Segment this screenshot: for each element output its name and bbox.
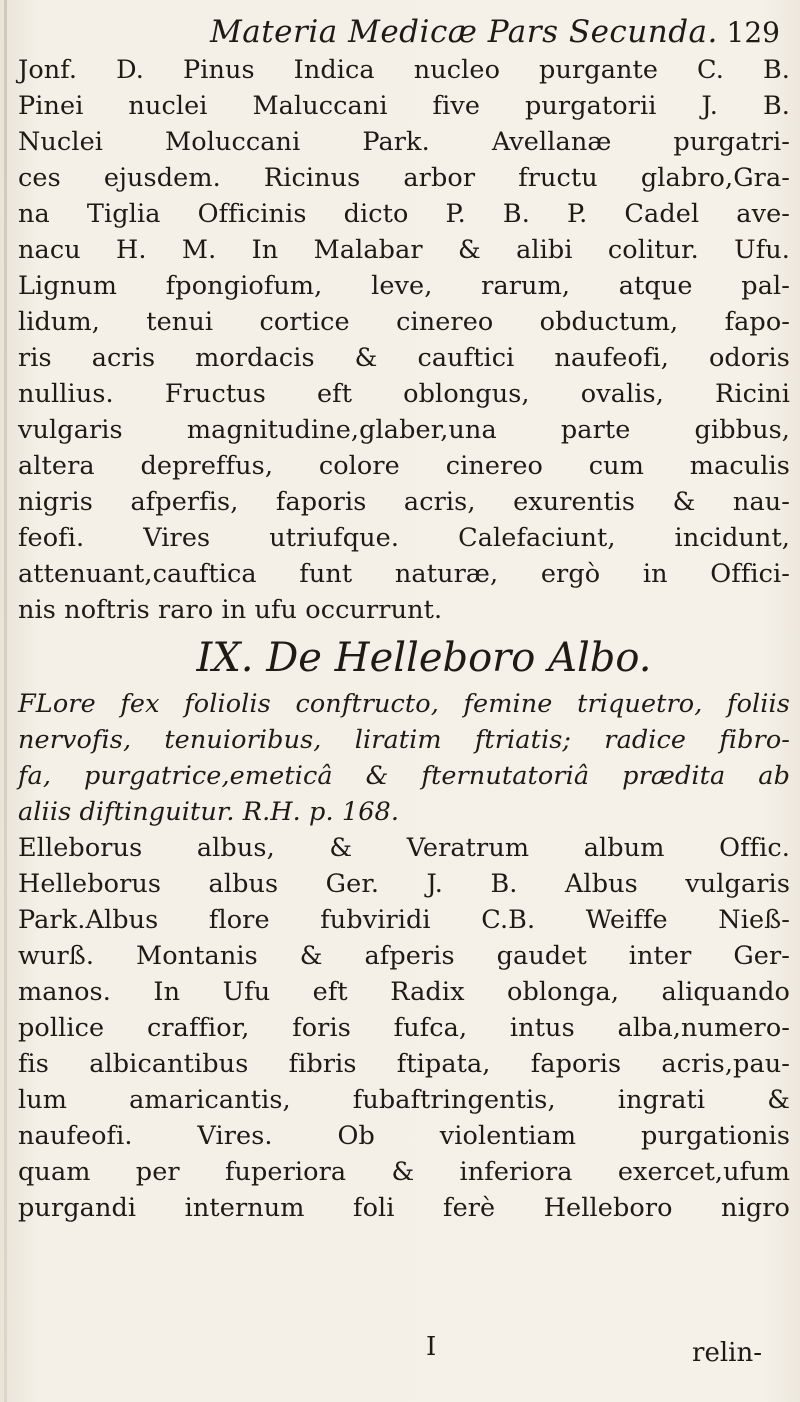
text-line: nervofis, tenuioribus, liratim ftriatis; radice fibro- [18, 725, 790, 755]
text-line: altera depreffus, colore cinereo cum maculis [18, 451, 790, 481]
section-heading: IX. De Helleboro Albo. [196, 635, 652, 681]
text-line: Lignum fpongiofum, leve, rarum, atque pal- [18, 271, 790, 301]
text-line: Park.Albus flore fubviridi C.B. Weiffe Nieß- [18, 905, 790, 935]
text-line: Elleborus albus, & Veratrum album Offic. [18, 833, 790, 863]
text-line: Jonf. D. Pinus Indica nucleo purgante C. B. [18, 55, 790, 85]
running-head: Materia Medicæ Pars Secunda. [210, 14, 718, 50]
text-line: lum amaricantis, fubaftringentis, ingrati & [18, 1085, 790, 1115]
text-line: naufeofi. Vires. Ob violentiam purgationis [18, 1121, 790, 1151]
signature-mark: I [426, 1332, 437, 1362]
text-line: pollice craffior, foris fufca, intus alba,numero- [18, 1013, 790, 1043]
text-line: quam per fuperiora & inferiora exercet,ufum [18, 1157, 790, 1187]
page-header [0, 10, 800, 50]
page-number: 129 [726, 16, 780, 49]
text-line: FLore fex foliolis conftructo, femine triquetro, foliis [18, 689, 790, 719]
text-line: nigris afperfis, faporis acris, exurentis & nau- [18, 487, 790, 517]
text-line: nis noftris raro in ufu occurrunt. [18, 595, 443, 625]
catchword: relin- [692, 1338, 762, 1368]
text-line: ris acris mordacis & cauftici naufeofi, odoris [18, 343, 790, 373]
text-line: wurß. Montanis & afperis gaudet inter Ger- [18, 941, 790, 971]
text-line: fa, purgatrice,emeticâ & fternutatoriâ prædita ab [18, 761, 790, 791]
text-line: ces ejusdem. Ricinus arbor fructu glabro,Gra- [18, 163, 790, 193]
page-gutter [4, 0, 7, 1402]
text-line: Helleborus albus Ger. J. B. Albus vulgaris [18, 869, 790, 899]
text-line: Pinei nuclei Maluccani five purgatorii J. B. [18, 91, 790, 121]
body-text [18, 52, 790, 1226]
text-line: attenuant,cauftica funt naturæ, ergò in Offici- [18, 559, 790, 589]
text-line: nacu H. M. In Malabar & alibi colitur. Ufu. [18, 235, 790, 265]
text-line: purgandi internum foli ferè Helleboro nigro [18, 1193, 790, 1223]
text-line: feofi. Vires utriufque. Calefaciunt, incidunt, [18, 523, 790, 553]
text-line: manos. In Ufu eft Radix oblonga, aliquando [18, 977, 790, 1007]
text-line: aliis diftinguitur. R.H. p. 168. [18, 797, 400, 827]
text-line: Nuclei Moluccani Park. Avellanæ purgatri- [18, 127, 790, 157]
text-line: lidum, tenui cortice cinereo obductum, fapo- [18, 307, 790, 337]
text-line: nullius. Fructus eft oblongus, ovalis, Ricini [18, 379, 790, 409]
text-line: vulgaris magnitudine,glaber,una parte gibbus, [18, 415, 790, 445]
text-line: na Tiglia Officinis dicto P. B. P. Cadel ave- [18, 199, 790, 229]
text-line: fis albicantibus fibris ftipata, faporis acris,pau- [18, 1049, 790, 1079]
